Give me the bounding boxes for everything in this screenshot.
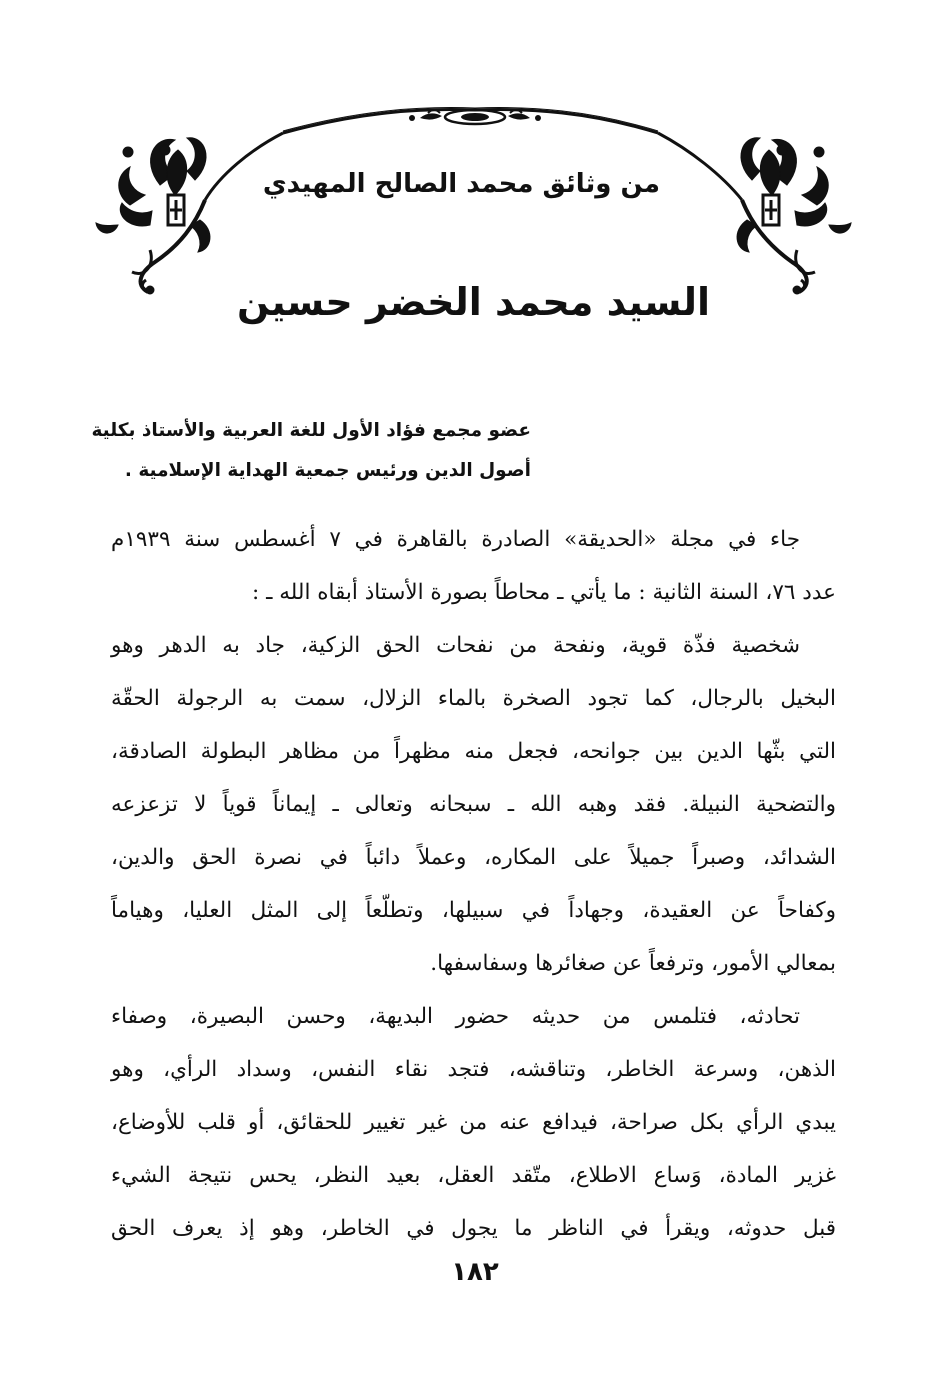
text-line: عدد ٧٦، السنة الثانية : ما يأتي ـ محاطاً بصورة الأستاذ أبقاه الله ـ : (252, 580, 836, 605)
right-fleur-icon (658, 133, 851, 294)
paragraph (111, 990, 836, 1255)
text-line: بمعالي الأمور، وترفعاً عن صغائرها وسفاسفها. (430, 951, 836, 976)
header-ornament (0, 0, 949, 310)
text-line: جاء في مجلة «الحديقة» الصادرة بالقاهرة في ٧ أغسطس سنة ١٩٣٩م (111, 527, 801, 552)
text-line: وكفاحاً عن العقيدة، وجهاداً في سبيلها، وتطلّعاً إلى المثل العليا، وهياماً (111, 898, 836, 923)
page-number: ١٨٢ (451, 1257, 499, 1287)
article-title: السيد محمد الخضر حسين (237, 280, 710, 324)
arch-line (283, 110, 658, 133)
subtitle-block (91, 411, 531, 491)
text-line: الشدائد، وصبراً جميلاً على المكاره، وعملاً دائباً في نصرة الحق والدين، (111, 845, 836, 870)
text-line: الذهن، وسرعة الخاطر، وتناقشه، فتجد نقاء النفس، وسداد الرأي، وهو (111, 1057, 836, 1082)
text-line: غزير المادة، وَساع الاطلاع، متّقد العقل، بعيد النظر، يحس نتيجة الشيء (111, 1163, 836, 1188)
text-line: قبل حدوثه، ويقرأ في الناظر ما يجول في الخاطر، وهو إذ يعرف الحق (111, 1216, 836, 1241)
center-knot-icon (409, 110, 541, 124)
text-line: يبدي الرأي بكل صراحة، فيدافع عنه من غير تغيير للحقائق، أو قلب للأوضاع، (111, 1110, 836, 1135)
subtitle-line: أصول الدين ورئيس جمعية الهداية الإسلامية . (124, 460, 531, 481)
text-line: البخيل بالرجال، كما تجود الصخرة بالماء الزلال، سمت به الرجولة الحقّة (111, 686, 836, 711)
series-title: من وثائق محمد الصالح المهيدي (262, 169, 660, 199)
subtitle-line: عضو مجمع فؤاد الأول للغة العربية والأستاذ بكلية (91, 420, 531, 441)
paragraph (111, 619, 836, 990)
text-line: شخصية فذّة قوية، ونفحة من نفحات الحق الزكية، جاد به الدهر وهو (111, 633, 800, 658)
text-line: والتضحية النبيلة. فقد وهبه الله ـ سبحانه وتعالى ـ إيماناً قوياً لا تزعزعه (111, 792, 836, 817)
paragraph (111, 513, 836, 619)
text-line: التي بثّها الدين بين جوانحه، فجعل منه مظهراً من مظاهر البطولة الصادقة، (111, 739, 836, 764)
article-body (111, 513, 836, 1255)
text-line: تحادثه، فتلمس من حديثه حضور البديهة، وحسن البصيرة، وصفاء (111, 1004, 800, 1029)
left-fleur-icon (96, 133, 283, 294)
